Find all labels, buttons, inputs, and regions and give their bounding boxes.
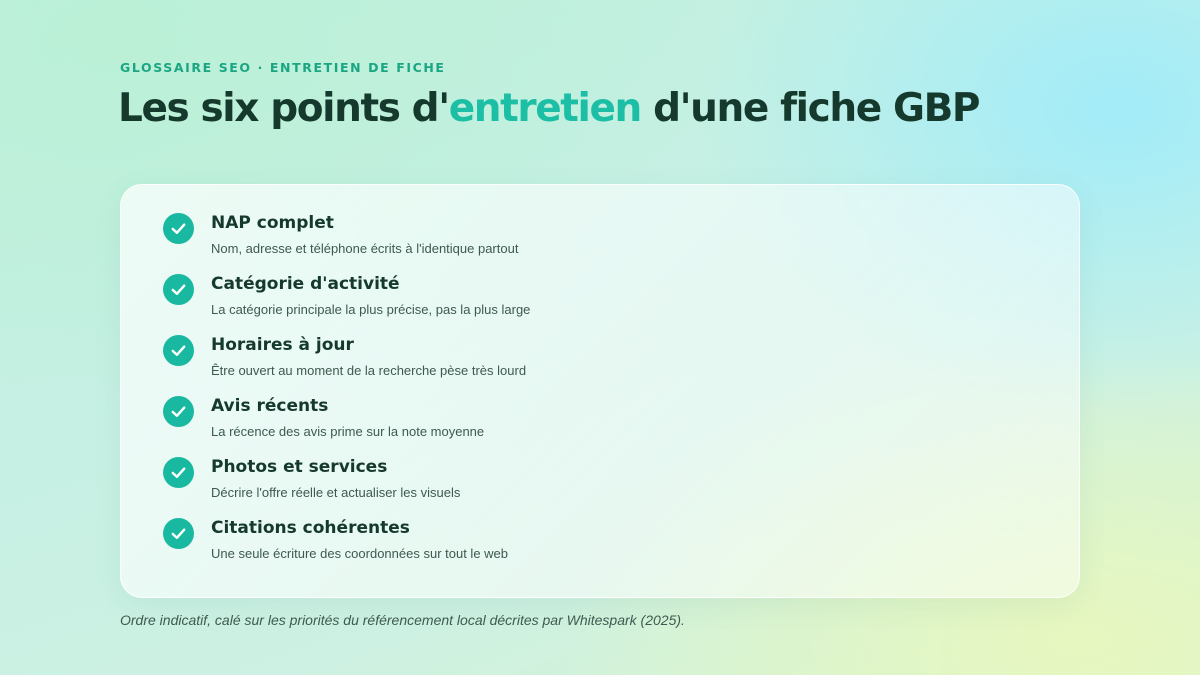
checklist-item: [163, 518, 1023, 570]
item-description: Être ouvert au moment de la recherche pèse très lourd: [211, 363, 527, 378]
checklist-item: [163, 396, 1023, 448]
page-title: [118, 86, 979, 131]
check-circle-icon: [163, 213, 194, 244]
item-description: Nom, adresse et téléphone écrits à l'identique partout: [211, 241, 519, 256]
checklist-item: [163, 457, 1023, 509]
item-title: Catégorie d'activité: [211, 274, 400, 294]
title-tail: d'une fiche GBP: [640, 86, 980, 131]
check-circle-icon: [163, 396, 194, 427]
item-description: Décrire l'offre réelle et actualiser les visuels: [211, 485, 461, 500]
item-description: La catégorie principale la plus précise, pas la plus large: [211, 302, 531, 317]
item-title: NAP complet: [211, 213, 334, 233]
checklist-item: [163, 274, 1023, 326]
item-description: La récence des avis prime sur la note moyenne: [211, 424, 485, 439]
item-title: Citations cohérentes: [211, 518, 410, 538]
checklist-card: [120, 184, 1080, 598]
checklist-item: [163, 335, 1023, 387]
check-circle-icon: [163, 518, 194, 549]
title-accent: entretien: [448, 86, 641, 131]
source-footnote: Ordre indicatif, calé sur les priorités du référencement local décrites par Whitespark (2025).: [120, 612, 685, 628]
item-description: Une seule écriture des coordonnées sur tout le web: [211, 546, 509, 561]
item-title: Avis récents: [211, 396, 329, 416]
item-title: Horaires à jour: [211, 335, 354, 355]
title-lead: Les six points d': [118, 86, 449, 131]
check-circle-icon: [163, 457, 194, 488]
checklist-item: [163, 213, 1023, 265]
item-title: Photos et services: [211, 457, 388, 477]
check-circle-icon: [163, 335, 194, 366]
check-circle-icon: [163, 274, 194, 305]
eyebrow-label: GLOSSAIRE SEO · ENTRETIEN DE FICHE: [120, 60, 446, 75]
